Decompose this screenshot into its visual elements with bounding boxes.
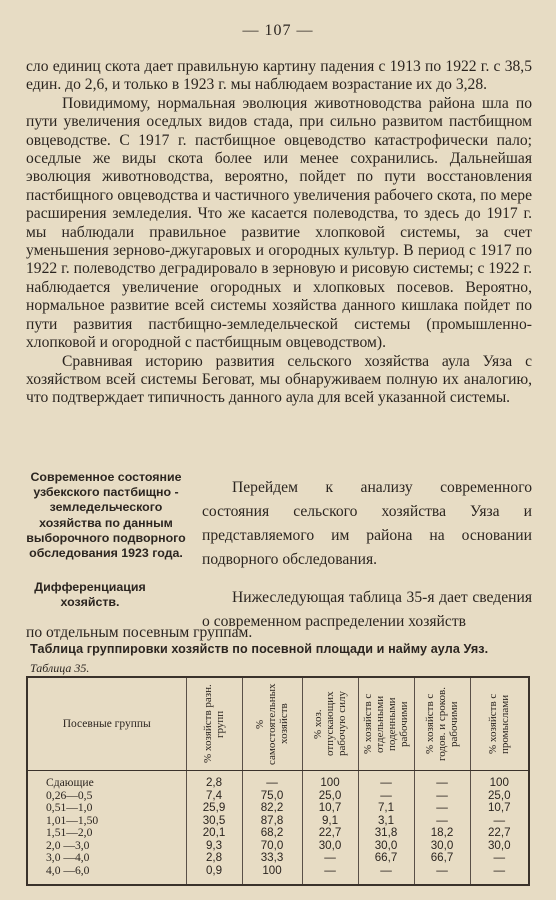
table-cell: — [493,863,506,877]
table-cell: 10,7 [487,801,511,814]
section-side-title: Современное состояние узбекского пастбищно - земледельческого хозяйства по данным выборочного подворного обследования 1923 года. [26,470,186,561]
table-cell: 31,8 [374,826,398,839]
data-table [26,676,530,886]
table-cell: 7,4 [205,788,223,802]
table-cell: 25,0 [487,788,511,802]
section-side-title: Дифференциация хозяйств. [34,580,146,610]
table-cell: 0,26—0,5 [46,788,93,802]
column-header: % хозяйств с отдельными поденными рабочими [358,678,414,771]
value-column [242,771,302,885]
table-cell: 22,7 [318,826,342,839]
column-header: % хоз. отпускающих рабочую силу [302,678,358,771]
value-column [470,771,528,885]
table-cell: 30,0 [487,838,511,852]
table-cell: 0,9 [205,863,223,877]
table-cell: 25,9 [202,801,226,814]
table-cell: 25,0 [318,788,342,802]
table-cell: 100 [262,863,282,877]
table-cell: 9,3 [205,838,223,852]
table-cell: 1,01—1,50 [46,813,99,827]
table-cell: — [380,788,392,802]
table-cell: — [324,863,336,877]
table-cell: 20,1 [202,826,226,839]
table-cell: 30,0 [374,838,398,852]
value-column [358,771,414,885]
table-cell: 0,51—1,0 [46,801,93,814]
paragraph: Сравнивая историю развития сельского хозяйства аула Уяза с хозяйством всей системы Беговат, мы обнаруживаем полную их аналогию, что подтверждает типичность данного аула для всей указанной системы. [26,352,532,407]
table-cell: — [436,813,448,827]
table-cell: — [266,776,278,789]
table-cell: 33,3 [260,851,284,864]
table-cell: 82,2 [260,801,284,814]
table-cell: — [324,851,336,864]
table-cell: — [380,863,392,877]
main-text [26,58,532,408]
group-column [28,771,186,885]
table-cell: 3,0 —4,0 [46,851,90,864]
table-cell: 75,0 [260,788,284,802]
value-column [302,771,358,885]
table-cell: — [436,863,448,877]
paragraph: сло единиц скота дает правильную картину падения с 1913 по 1922 г. с 38,5 един. до 2,6, и только в 1923 г. мы наблюдаем возрастание их до 3,28. [26,58,532,94]
table-header-row [28,678,528,771]
table-cell: 18,2 [430,826,454,839]
table-caption: Таблица группировки хозяйств по посевной площади и найму аула Уяз. [30,642,489,656]
column-header: % хозяйств с промыслами [470,678,528,771]
value-column [186,771,242,885]
section-continuation: по отдельным посевным группам. [26,624,253,641]
column-header: Посевные группы [28,678,186,771]
table-cell: — [493,813,506,827]
section-current-state [26,470,532,580]
table-cell: Сдающие [46,776,94,789]
table-cell: 2,8 [205,851,223,864]
table-cell: 100 [489,776,509,789]
table-cell: 2,8 [205,776,223,789]
table-cell: — [380,776,392,789]
table-cell: 22,7 [487,826,511,839]
table-cell: 10,7 [318,801,342,814]
table-cell: 30,0 [318,838,342,852]
table-cell: — [436,788,448,802]
table-cell: 2,0 —3,0 [46,838,90,852]
section-text: Перейдем к анализу современного состояния сельского хозяйства Уяза и представляемого им района на основании подворного обследования. [202,479,532,568]
column-header: % самостоятельных хозяйств [242,678,302,771]
table-cell: 87,8 [260,813,284,827]
table-label: Таблица 35. [30,661,90,675]
table-cell: 4,0 —6,0 [46,863,90,877]
section-text: Нижеследующая таблица 35-я дает сведения о современном распределении хозяйств [202,589,532,630]
table-cell: — [493,851,506,864]
paragraph: Повидимому, нормальная эволюция животноводства района шла по пути увеличения оседлых видов стада, при сильно развитом пастбищном овцеводстве. С 1917 г. пастбищное овцеводство катастрофически пало; оседлые же виды скота более или менее сохранились. Дальнейшая эволюция животноводства, вероятно, пойдет по пути восстановления пастбищного овцеводства и частичного увеличения рабочего скота, по мере расширения земледелия. Что же касается полеводства, то здесь до 1917 г. мы наблюдали правильное развитие хлопковой системы, за счет уменьшения зерново-джугаровых и огородных культур. В период с 1917 по 1922 г. полеводство деградировало в зерновую и рисовую системы; с 1922 г. наблюдается увеличение огородных и хлопковых посевов. Вероятно, нормальное развитие всей системы хозяйства данного кишлака пойдет по пути развития пастбищно-земледельческой системы (промышленно-хлопковой и огородной с пастбищным овцеводством). [26,94,532,352]
table-cell: 66,7 [430,851,454,864]
table-cell: 66,7 [374,851,398,864]
value-column [414,771,470,885]
table-cell: 30,5 [202,813,226,827]
table-cell: 70,0 [260,838,284,852]
table-cell: — [436,776,448,789]
table-body [28,771,528,885]
column-header: % хозяйств с годов. и сроков. рабочими [414,678,470,771]
table-cell: 1,51—2,0 [46,826,93,839]
page-number: — 107 — [242,22,314,39]
table-cell: 30,0 [430,838,454,852]
table-cell: — [436,801,448,814]
table-cell: 9,1 [321,813,339,827]
table-cell: 3,1 [377,813,395,827]
table-cell: 7,1 [377,801,395,814]
table-cell: 68,2 [260,826,284,839]
column-header: % хозяйств разн. групп [186,678,242,771]
section-differentiation [26,580,532,630]
table-cell: 100 [320,776,340,789]
